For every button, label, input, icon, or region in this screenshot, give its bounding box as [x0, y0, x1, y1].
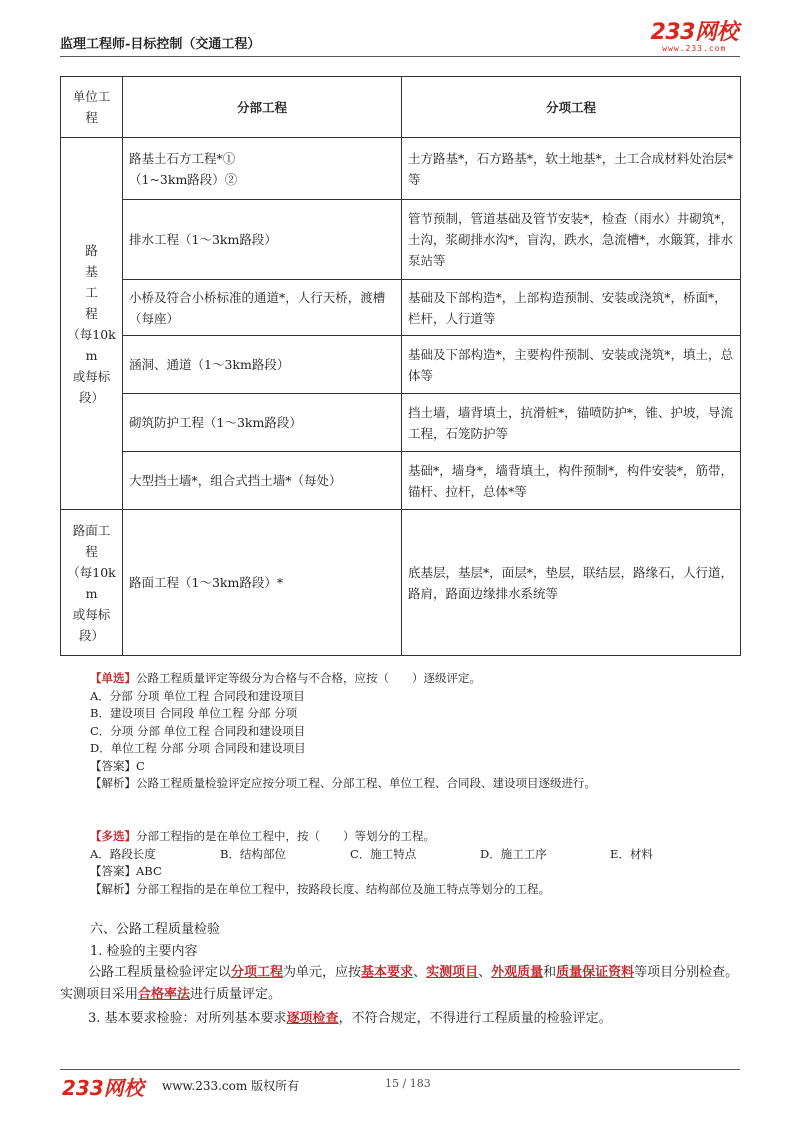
- analysis-label: 【解析】: [90, 776, 136, 790]
- item-cell: 底基层，基层*，面层*，垫层，联结层，路缘石，人行道，路肩，路面边缘排水系统等: [402, 510, 741, 656]
- part-cell: 排水工程（1～3km路段）: [123, 200, 402, 280]
- option-e: E．材料: [610, 846, 653, 861]
- text-run: 和: [543, 965, 557, 980]
- table-row: [61, 336, 741, 394]
- option-b: B．建设项目 合同段 单位工程 分部 分项: [90, 706, 298, 720]
- page-number: 15 / 183: [385, 1077, 431, 1090]
- keyword: 分项工程: [231, 965, 284, 980]
- part-cell: 大型挡土墙*，组合式挡土墙*（每处）: [123, 452, 402, 510]
- unit-label-roadbed: 路 基 工 程 （每10k m 或每标 段）: [67, 242, 116, 405]
- text-run: ，不符合规定，不得进行工程质量的检验评定。: [338, 1011, 612, 1026]
- brand-logo: [651, 22, 738, 53]
- logo-url: www.233.com: [662, 44, 727, 53]
- table-row: [61, 280, 741, 336]
- item-cell: 管节预制，管道基础及管节安装*，检查（雨水）井砌筑*，土沟，浆砌排水沟*，盲沟，跌水，急流槽*，水簸箕，排水泵站等: [402, 200, 741, 280]
- header-sub-project: 分部工程: [123, 77, 402, 138]
- table-row: [61, 138, 741, 200]
- question-stem-line: [90, 828, 740, 846]
- text-run: 公路工程质量检验评定以: [88, 965, 232, 980]
- table-row: [61, 452, 741, 510]
- logo-text: 233网校: [650, 20, 738, 45]
- part-cell: 路面工程（1～3km路段）*: [123, 510, 402, 656]
- copyright-text: www.233.com 版权所有: [162, 1079, 300, 1093]
- unit-cell-roadbed: [61, 138, 123, 510]
- item-cell: 土方路基*，石方路基*，软土地基*，土工合成材料处治层*等: [402, 138, 741, 200]
- text-run: 等项目分别检查。实测项目采用: [60, 965, 739, 1002]
- keyword: 合格率法: [138, 987, 191, 1002]
- answer-line: [90, 863, 740, 881]
- part-cell: 涵洞、通道（1～3km路段）: [123, 336, 402, 394]
- table-row: [61, 510, 741, 656]
- keyword: 基本要求: [361, 965, 414, 980]
- question-stem: 公路工程质量评定等级分为合格与不合格，应按（ ）逐级评定。: [136, 671, 481, 685]
- option-d: D．单位工程 分部 分项 合同段和建设项目: [90, 741, 306, 755]
- option-c: C．分项 分部 单位工程 合同段和建设项目: [90, 723, 306, 738]
- document-title: 监理工程师-目标控制（交通工程）: [60, 37, 261, 52]
- answer-line: [90, 758, 740, 776]
- header-unit-project: 单位工程: [61, 77, 123, 138]
- option-a: A．分部 分项 单位工程 合同段和建设项目: [90, 688, 305, 703]
- options-row: [90, 846, 740, 864]
- section-heading: 六、公路工程质量检验: [90, 922, 221, 937]
- answer-value: C: [136, 758, 145, 773]
- single-choice-tag: 【单选】: [90, 671, 136, 685]
- table-header-row: [61, 77, 741, 138]
- item-cell: 基础*，墙身*，墙背填土，构件预制*，构件安装*，筋带，锚杆、拉杆，总体*等: [402, 452, 741, 510]
- question-single-choice: [90, 670, 740, 793]
- question-stem-line: [90, 670, 740, 688]
- keyword: 外观质量: [491, 965, 544, 980]
- subsection-heading: 1. 检验的主要内容: [90, 944, 198, 959]
- part-cell: 小桥及符合小桥标准的通道*，人行天桥，渡槽（每座）: [123, 280, 402, 336]
- text-run: 进行质量评定。: [190, 987, 282, 1002]
- answer-label: 【答案】: [90, 864, 136, 878]
- question-multiple-choice: [90, 828, 740, 898]
- item-cell: 基础及下部构造*，主要构件预制、安装或浇筑*，填土，总体等: [402, 336, 741, 394]
- unit-label-pavement: 路面工 程 （每10k m 或每标 段）: [67, 522, 116, 643]
- paragraph-basic-requirements: [60, 1008, 740, 1030]
- text-run: 为单元，应按: [283, 965, 362, 980]
- part-cell: 砌筑防护工程（1～3km路段）: [123, 394, 402, 452]
- analysis-text: 公路工程质量检验评定应按分项工程、分部工程、单位工程、合同段、建设项目逐级进行。: [136, 776, 596, 790]
- multiple-choice-tag: 【多选】: [90, 829, 136, 843]
- table-row: [61, 394, 741, 452]
- table-row: [61, 200, 741, 280]
- option-d: D．施工工序: [480, 846, 547, 861]
- analysis-line: [90, 881, 740, 899]
- footer-divider: [60, 1069, 740, 1070]
- keyword: 逐项检查: [286, 1011, 339, 1026]
- text-run: 、: [478, 965, 492, 980]
- option-b: B．结构部位: [220, 846, 286, 861]
- option-a: A．路段长度: [90, 846, 156, 861]
- text-run: 、: [413, 965, 427, 980]
- answer-value: ABC: [136, 864, 162, 878]
- project-division-table: [60, 76, 741, 656]
- item-cell: 基础及下部构造*，上部构造预制、安装或浇筑*，桥面*，栏杆，人行道等: [402, 280, 741, 336]
- analysis-line: [62, 775, 740, 793]
- header-sub-item: 分项工程: [402, 77, 741, 138]
- item-cell: 挡土墙，墙背填土，抗滑桩*，锚喷防护*，锥、护坡，导流工程，石笼防护等: [402, 394, 741, 452]
- keyword: 实测项目: [426, 965, 479, 980]
- header-divider: [60, 56, 740, 57]
- analysis-text: 分部工程指的是在单位工程中，按路段长度、结构部位及施工特点等划分的工程。: [136, 881, 550, 896]
- paragraph-inspection-content: [60, 962, 740, 1006]
- answer-label: 【答案】: [90, 758, 136, 773]
- option-c: C．施工特点: [350, 846, 417, 861]
- unit-cell-pavement: [61, 510, 123, 656]
- analysis-label: 【解析】: [90, 881, 136, 896]
- question-stem: 分部工程指的是在单位工程中，按（ ）等划分的工程。: [136, 829, 435, 843]
- footer-logo: 233网校: [62, 1076, 144, 1100]
- part-cell: 路基土石方工程*① （1~3km路段）②: [123, 138, 402, 200]
- text-run: 3. 基本要求检验：对所列基本要求: [88, 1011, 287, 1026]
- keyword: 质量保证资料: [556, 965, 635, 980]
